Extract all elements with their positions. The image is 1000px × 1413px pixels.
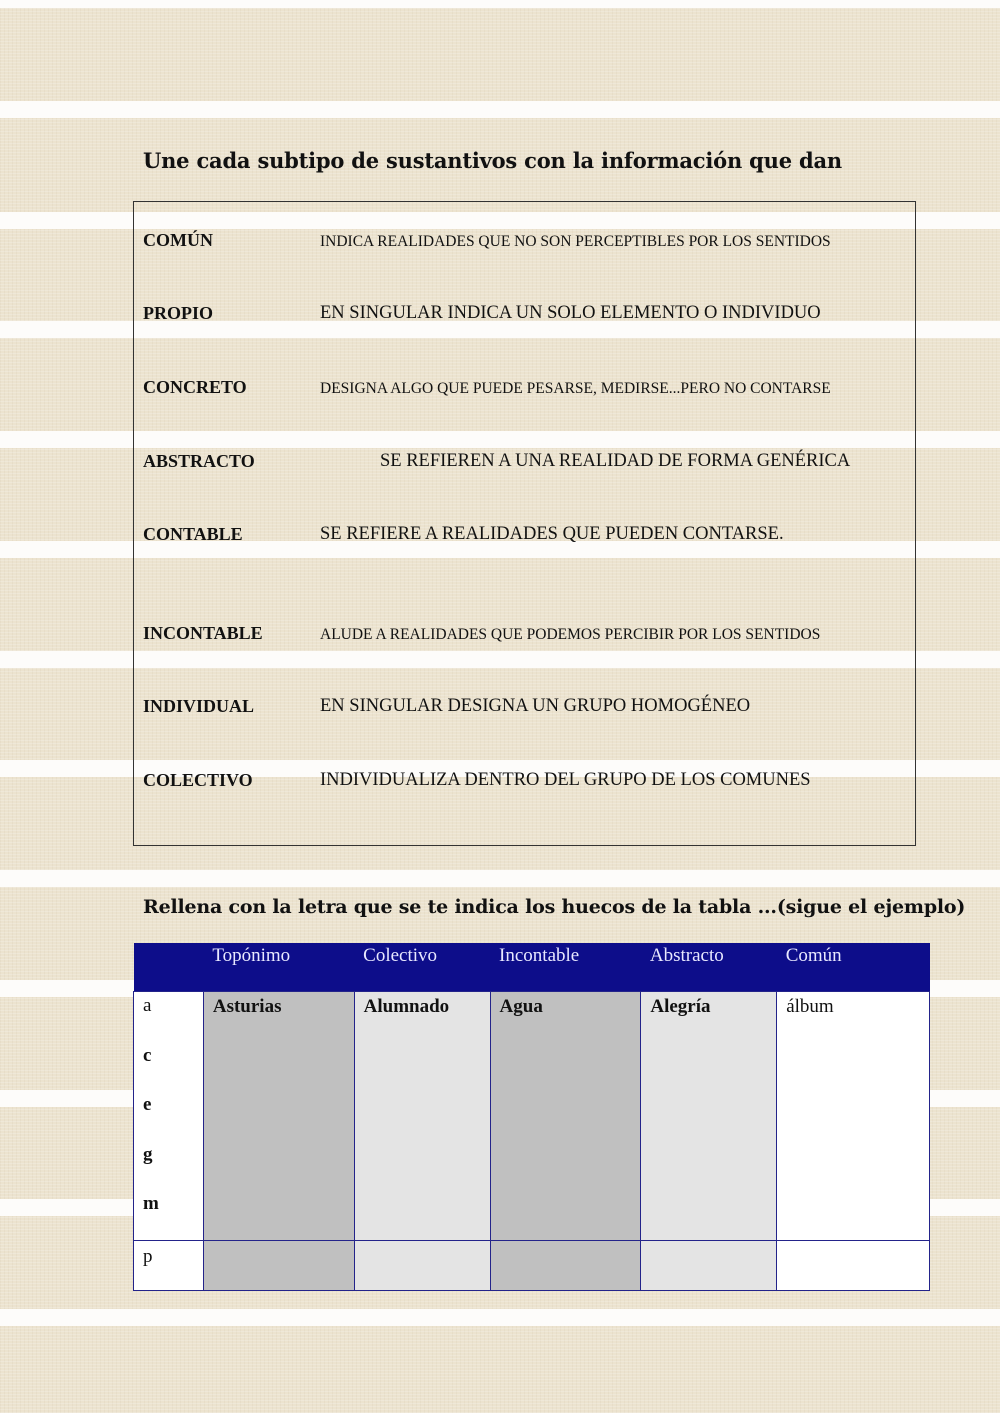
header-comun: Común xyxy=(777,943,930,992)
definition-1[interactable]: INDICA REALIDADES QUE NO SON PERCEPTIBLES POR LOS SENTIDOS xyxy=(320,233,831,250)
matching-box xyxy=(133,201,916,846)
header-toponimo: Topónimo xyxy=(203,943,354,992)
header-colectivo: Colectivo xyxy=(354,943,490,992)
definition-8[interactable]: INDIVIDUALIZA DENTRO DEL GRUPO DE LOS COMUNES xyxy=(320,770,811,790)
match-row xyxy=(143,696,915,726)
definition-7[interactable]: EN SINGULAR DESIGNA UN GRUPO HOMOGÉNEO xyxy=(320,696,751,716)
table-row xyxy=(134,992,930,1241)
letters-cell xyxy=(134,1240,204,1290)
letter-label: e xyxy=(143,1094,152,1115)
comun-cell[interactable] xyxy=(777,1240,930,1290)
example-value: Asturias xyxy=(212,996,282,1017)
header-abstracto: Abstracto xyxy=(641,943,777,992)
definition-2[interactable]: EN SINGULAR INDICA UN SOLO ELEMENTO O INDIVIDUO xyxy=(320,303,821,323)
example-value: Alumnado xyxy=(363,996,450,1017)
incontable-cell[interactable] xyxy=(490,1240,641,1290)
colectivo-cell[interactable] xyxy=(354,1240,490,1290)
table-header-row xyxy=(134,943,930,992)
example-value: Agua xyxy=(499,996,543,1017)
term-propio[interactable]: PROPIO xyxy=(143,303,213,323)
match-row xyxy=(143,303,915,333)
letter-label: a xyxy=(143,995,152,1016)
toponimo-cell[interactable] xyxy=(203,992,354,1241)
letters-cell xyxy=(134,992,204,1241)
match-row xyxy=(143,524,915,554)
letter-label: p xyxy=(143,1245,153,1267)
definition-5[interactable]: SE REFIERE A REALIDADES QUE PUEDEN CONTARSE. xyxy=(320,524,784,544)
definition-3[interactable]: DESIGNA ALGO QUE PUEDE PESARSE, MEDIRSE...PERO NO CONTARSE xyxy=(320,380,831,397)
exercise1-title: Une cada subtipo de sustantivos con la información que dan xyxy=(143,148,842,173)
match-row xyxy=(143,770,915,800)
term-comun[interactable]: COMÚN xyxy=(143,230,213,250)
abstracto-cell[interactable] xyxy=(641,992,777,1241)
incontable-cell[interactable] xyxy=(490,992,641,1241)
abstracto-cell[interactable] xyxy=(641,1240,777,1290)
term-incontable[interactable]: INCONTABLE xyxy=(143,623,263,643)
fill-in-table xyxy=(133,943,930,1291)
example-value: Alegría xyxy=(650,996,711,1017)
term-colectivo[interactable]: COLECTIVO xyxy=(143,770,253,790)
term-individual[interactable]: INDIVIDUAL xyxy=(143,696,255,716)
term-concreto[interactable]: CONCRETO xyxy=(143,377,247,397)
header-incontable: Incontable xyxy=(490,943,641,992)
colectivo-cell[interactable] xyxy=(354,992,490,1241)
definition-4[interactable]: SE REFIEREN A UNA REALIDAD DE FORMA GENÉRICA xyxy=(380,451,851,471)
term-contable[interactable]: CONTABLE xyxy=(143,524,243,544)
exercise2-title: Rellena con la letra que se te indica los huecos de la tabla ...(sigue el ejemplo) xyxy=(143,896,966,918)
comun-cell[interactable] xyxy=(777,992,930,1241)
letter-label: g xyxy=(143,1143,153,1165)
table-row xyxy=(134,1240,930,1290)
term-abstracto[interactable]: ABSTRACTO xyxy=(143,451,255,471)
match-row xyxy=(143,451,915,481)
example-value: álbum xyxy=(786,996,834,1017)
letter-label: c xyxy=(143,1044,152,1066)
letter-label: m xyxy=(143,1193,159,1214)
match-row xyxy=(143,623,915,653)
match-row xyxy=(143,377,915,407)
match-row xyxy=(143,230,915,260)
definition-6[interactable]: ALUDE A REALIDADES QUE PODEMOS PERCIBIR POR LOS SENTIDOS xyxy=(320,626,821,643)
header-letter xyxy=(134,943,204,992)
toponimo-cell[interactable] xyxy=(203,1240,354,1290)
